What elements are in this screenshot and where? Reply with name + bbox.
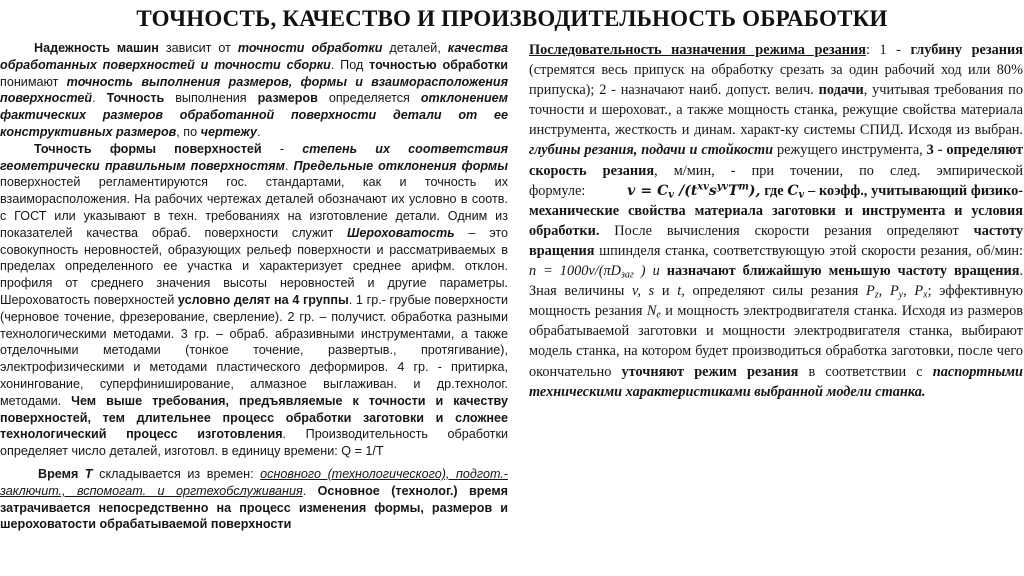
rotation-formula: $n = 1000v/(\pi D_{заг}$ ) — [529, 263, 646, 281]
text-run: , — [878, 283, 890, 300]
text-run: условно делят на 4 группы — [177, 292, 349, 307]
text-run: 3 - определяют скорость резания — [529, 142, 1023, 179]
text-run: - — [261, 141, 303, 156]
text-run: Основное (технолог.) время затрачивается непосредственно на процесс изменения формы, размеров и шероховатости обрабатываемой поверхности — [0, 483, 508, 532]
text-run: складывается из времен: — [92, 466, 261, 481]
right-column — [529, 40, 1023, 576]
text-run: . 1 гр.- грубые поверхности (черновое точение, фрезерование, сверление). 2 гр. – получист. обработка разными технологическими методами. 3 гр. – обраб. абразивными инструментами, а также отделочными методами (тонкое точение, развертыв., протягивание), электрофизическими и методами пластического деформиров. 4 гр. - притирка, хонингование, суперфиниширование, алмазное выглаживан. и др.технолог. методами. — [0, 292, 508, 408]
cutting-speed-formula: $v = C_v$ $/(t^{xv}s^{yv}T^m)$, — [627, 181, 761, 201]
text-run: частоту вращения — [529, 222, 1023, 259]
text-run: паспортными техническими характеристиками выбранной модели станка. — [529, 363, 1023, 400]
text-run: Надежность машин — [34, 41, 159, 55]
text-run: глубины резания, подачи и стойкости — [529, 142, 774, 159]
text-run: шпинделя станка, соответствующую этой скорости резания, об/мин: — [594, 242, 1023, 259]
left-column — [0, 40, 508, 576]
text-run: качества обработанных поверхностей и точности сборки — [0, 41, 508, 72]
text-run: Точность — [106, 91, 165, 106]
text-run: . — [302, 483, 318, 498]
text-run: После вычисления скорости резания определяют — [599, 222, 974, 239]
text-run: Точность формы поверхностей — [34, 141, 262, 156]
text-run: : 1 - — [865, 42, 911, 58]
text-run: подачи — [818, 82, 864, 99]
text-run: . — [256, 124, 261, 139]
text-run: Т — [84, 466, 93, 481]
text-run: чертежу — [200, 124, 257, 139]
text-run: размеров — [257, 91, 318, 106]
text-run: , м/мин, - при точении, по след. эмпирической формуле: — [529, 162, 1023, 199]
text-run: Предельные отклонения формы — [293, 158, 508, 173]
text-run: Время — [38, 466, 85, 481]
text-run: в соответствии с — [798, 363, 933, 380]
text-run: v, s — [632, 283, 655, 300]
text-run: где — [760, 182, 788, 199]
paragraph-cutting-mode — [529, 40, 1023, 402]
text-run: , — [903, 283, 915, 300]
text-run: Шероховатость — [347, 225, 455, 240]
text-run: уточняют режим резания — [621, 363, 799, 380]
text-run: выполнения — [164, 91, 258, 106]
text-run: глубину резания — [910, 42, 1023, 58]
text-run: точностью обработки — [369, 57, 508, 72]
page-title: ТОЧНОСТЬ, КАЧЕСТВО И ПРОИЗВОДИТЕЛЬНОСТЬ ОБРАБОТКИ — [136, 6, 888, 31]
text-run: точность выполнения размеров, формы и взаиморасположения поверхностей — [0, 74, 508, 106]
text-run: . Производительность обработки определяет число деталей, изготовл. в единицу времени: Q = 1/T — [0, 427, 508, 459]
text-run: . Под — [330, 57, 370, 72]
text-run: режущего инструмента, — [773, 142, 927, 159]
text-run: , по — [176, 124, 201, 139]
power-ne: $N_e$ — [646, 303, 661, 321]
text-run: t — [677, 283, 682, 300]
force-py: $P_y$ — [889, 283, 904, 301]
force-px: $P_x$ — [914, 283, 928, 301]
text-run: – коэфф., учитывающий физико-механические свойства материала заготовки и инструмента и условия обработки. — [529, 182, 1023, 239]
text-run: Чем выше требования, предъявляемые к точности и качеству поверхностей, тем длительнее процесс обработки заготовки и сложнее технологический процесс изготовления — [0, 393, 508, 442]
text-run: поверхностей регламентируются гос. стандартами, как и точность их взаиморасположения. На рабочих чертежах деталей обозначают их условно в соотв. с ГОСТ или указывают в техн. требованиях на изготовление детали. Одним из показателей качества обраб. поверхности служит — [0, 175, 508, 240]
text-run: и — [654, 283, 678, 300]
text-run: – это совокупность неровностей, образующих рельеф поверхности и рассматриваемых в пределах определенного ее участка и характеризует среднее арифм. отклон. профиля от среднего значения высоты неровностей и другие параметры. Шероховатость поверхностей — [0, 225, 508, 307]
text-run: . Зная величины — [529, 263, 1023, 300]
text-run: , определяют силы резания — [681, 283, 867, 300]
text-run: деталей, — [382, 41, 448, 55]
text-run: отклонением фактических размеров обработанной поверхности детали от ее конструктивных размеров — [0, 91, 508, 139]
text-run: и мощность электродвигателя станка. Исходя из размеров обрабатываемой заготовки и мощности электродвигателя станка, выбирают модель станка, на котором будет производиться обработка заготовки, после чего окончательно — [529, 303, 1023, 380]
text-run: . — [284, 158, 294, 173]
text-run: и — [645, 263, 667, 280]
text-run: . — [92, 91, 107, 106]
text-run: Последовательность назначения режима резания — [529, 42, 866, 58]
text-run: назначают ближайшую меньшую частоту вращения — [666, 263, 1020, 280]
text-run: точности обработки — [237, 41, 383, 55]
text-run: основного (технологического), подгот.-заключит., вспомогат. и оргтехобслуживания — [0, 466, 508, 498]
text-run: ; эффективную мощность резания — [529, 283, 1023, 320]
paragraph-reliability — [0, 40, 508, 141]
coefficient-symbol: $C_v$ — [787, 182, 805, 201]
text-run: определяется — [317, 91, 421, 106]
text-run: степень их соответствия геометрически правильным поверхностям — [0, 141, 508, 173]
force-pz: $P_z$ — [866, 283, 879, 301]
text-run: (стремятся весь припуск на обработку срезать за один рабочий ход или 80% припуска); 2 - назначают наиб. допуст. велич. — [529, 62, 1023, 99]
paragraph-time — [0, 466, 508, 533]
paragraph-form-accuracy — [0, 141, 508, 460]
text-run: понимают — [0, 74, 67, 89]
text-run: , учитывая требования по точности и шероховат., а также мощность станка, режущие свойства материала инструмента, жесткость и динам. характ-ку системы СПИД. Исходя из выбран. — [529, 82, 1023, 139]
text-run: зависит от — [158, 41, 238, 55]
